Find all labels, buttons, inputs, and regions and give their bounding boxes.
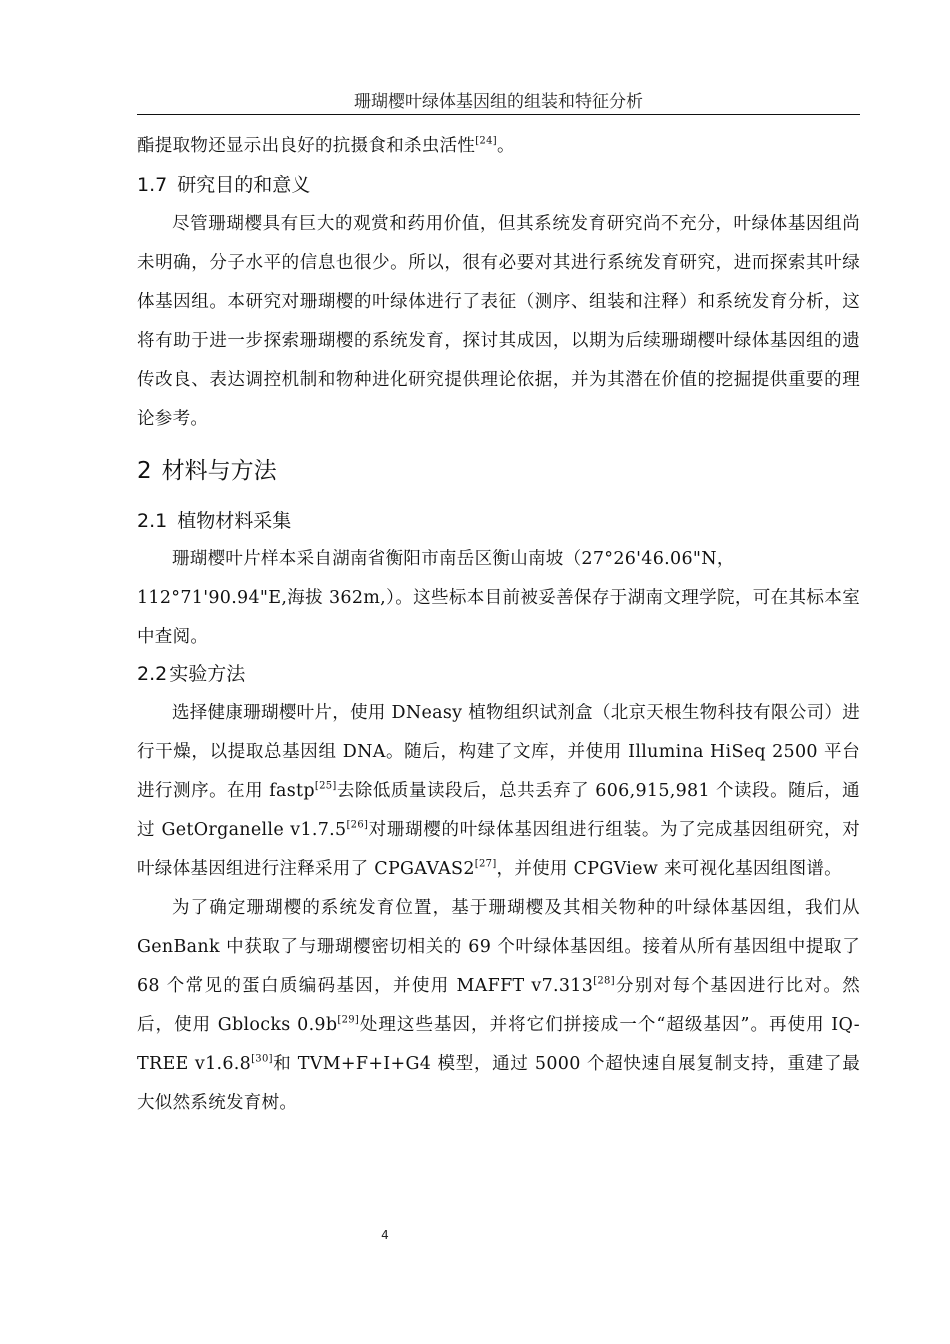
paragraph-text: 选择健康珊瑚樱叶片，使用 DNeasy 植物组织试剂盒（北京天根生物科技有限公司）进行干燥，以提取总基因组 DNA。随后，构建了文库，并使用 Illumina HiSeq 2500 平台进行测序。在用 fastp: [137, 703, 860, 801]
section-heading-2-2: [137, 661, 860, 687]
section-number: 1.7: [137, 174, 168, 196]
citation-ref: [29]: [337, 1014, 360, 1026]
paragraph-methods: [137, 694, 860, 889]
chapter-heading-2: [137, 456, 860, 486]
citation-ref: [28]: [593, 975, 615, 987]
chapter-number: 2: [137, 458, 152, 484]
paragraph-text: 分别对每个基因进行比对。然后，使用 Gblocks 0.9b: [137, 976, 860, 1035]
paragraph-sample-collection: [137, 540, 860, 657]
chapter-title: 材料与方法: [161, 458, 277, 484]
paragraph-phylogeny: [137, 889, 860, 1123]
paragraph-text: 酯提取物还显示出良好的抗摄食和杀虫活性: [137, 136, 476, 156]
section-number: 2.2: [137, 663, 168, 685]
citation-ref: [30]: [251, 1053, 273, 1065]
citation-ref: [26]: [346, 819, 369, 831]
citation-ref: [25]: [314, 780, 337, 792]
paragraph-text: 112°71'90.94"E,海拔 362m,）。这些标本目前被妥善保存于湖南文理学院，可在其标本室中查阅。: [137, 588, 860, 647]
section-title: 研究目的和意义: [177, 174, 311, 196]
paragraph-text: 去除低质量读段后，总共丢弃了 606,915,981 个读段。随后，通过 GetOrganelle v1.7.5: [137, 781, 860, 840]
section-title: 实验方法: [169, 663, 246, 685]
paragraph-text: 珊瑚樱叶片样本采自湖南省衡阳市南岳区衡山南坡（27°26'46.06"N，: [172, 549, 735, 569]
section-number: 2.1: [137, 510, 168, 532]
page-content: [137, 127, 860, 1123]
header-rule: [137, 114, 860, 115]
section-heading-2-1: [137, 508, 860, 534]
paragraph-text: ，并使用 CPGView 来可视化基因组图谱。: [496, 859, 842, 879]
section-heading-1-7: [137, 172, 860, 198]
citation-ref: [27]: [474, 858, 497, 870]
paragraph-text: 和 TVM+F+I+G4 模型，通过 5000 个超快速自展复制支持，重建了最大似然系统发育树。: [137, 1054, 860, 1113]
running-header: 珊瑚樱叶绿体基因组的组装和特征分析: [354, 92, 643, 112]
paragraph-text: 为了确定珊瑚樱的系统发育位置，基于珊瑚樱及其相关物种的叶绿体基因组，我们从 GenBank 中获取了与珊瑚樱密切相关的 69 个叶绿体基因组。接着从所有基因组中提取了 68 个常见的蛋白质编码基因，并使用 MAFFT v7.313: [137, 898, 860, 996]
citation-ref: [24]: [475, 135, 497, 147]
section-title: 植物材料采集: [177, 510, 292, 532]
page-number: 4: [381, 1228, 389, 1242]
paragraph-text: 处理这些基因，并将它们拼接成一个“超级基因”。再使用 IQ-TREE v1.6.8: [137, 1015, 860, 1074]
paragraph-continuation: [137, 127, 860, 166]
paragraph-research-purpose: 尽管珊瑚樱具有巨大的观赏和药用价值，但其系统发育研究尚不充分，叶绿体基因组尚未明确，分子水平的信息也很少。所以，很有必要对其进行系统发育研究，进而探索其叶绿体基因组。本研究对珊瑚樱的叶绿体进行了表征（测序、组装和注释）和系统发育分析，这将有助于进一步探索珊瑚樱的系统发育，探讨其成因，以期为后续珊瑚樱叶绿体基因组的遗传改良、表达调控机制和物种进化研究提供理论依据，并为其潜在价值的挖掘提供重要的理论参考。: [137, 214, 860, 429]
paragraph-text: 对珊瑚樱的叶绿体基因组进行组装。为了完成基因组研究，对叶绿体基因组进行注释采用了 CPGAVAS2: [137, 820, 860, 879]
paragraph-text: 。: [496, 136, 515, 156]
